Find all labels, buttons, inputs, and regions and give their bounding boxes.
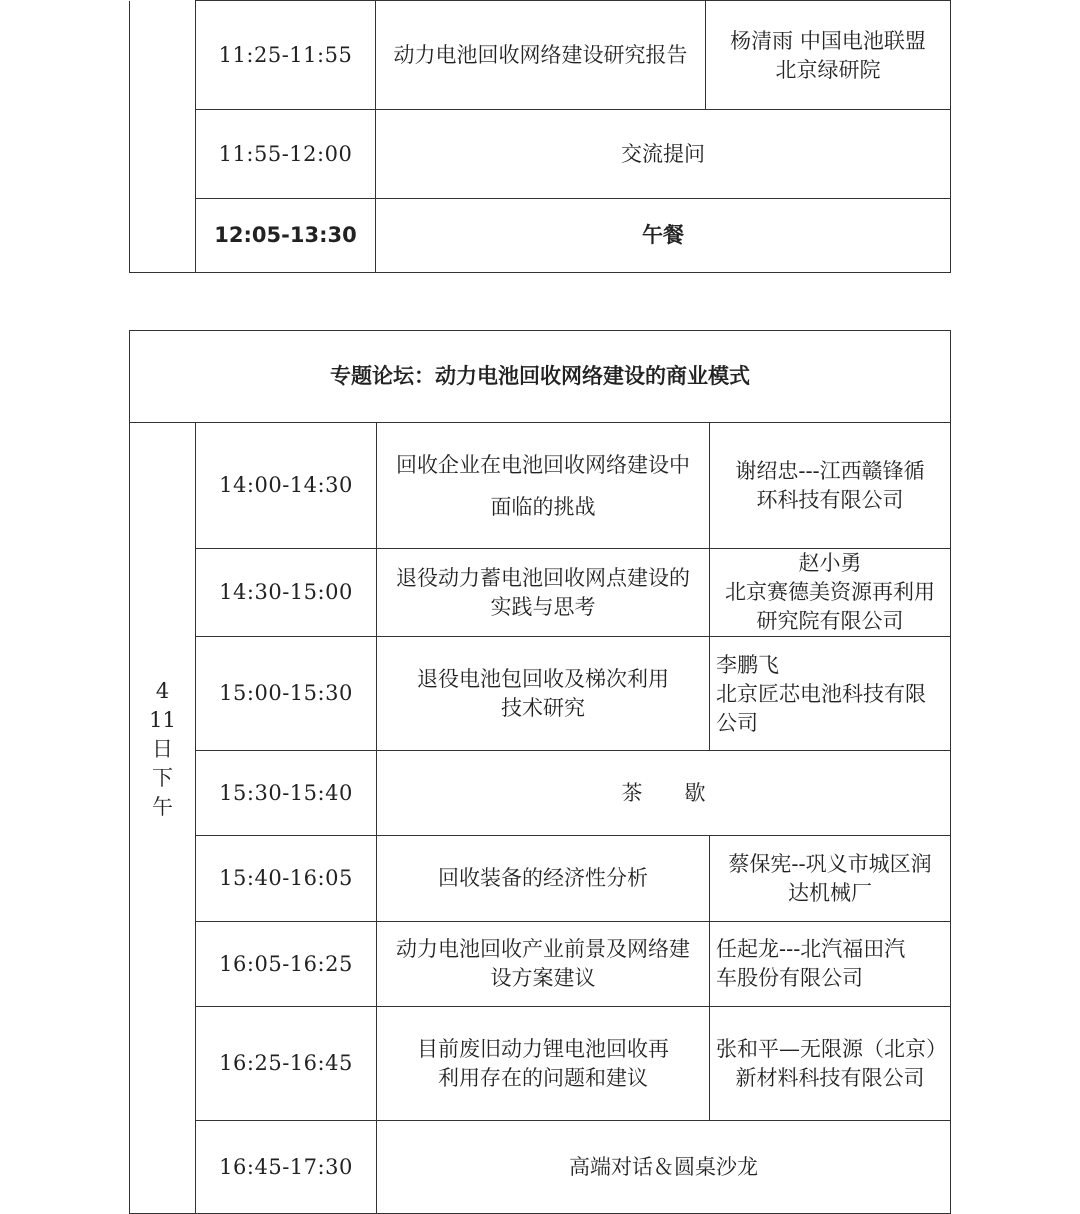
session-topic: 回收企业在电池回收网络建设中 面临的挑战	[377, 423, 710, 549]
session-time: 11:55-12:00	[196, 110, 376, 199]
table-row	[130, 1121, 951, 1214]
session-speaker: 谢绍忠---江西赣锋循 环科技有限公司	[710, 423, 951, 549]
forum-title: 专题论坛：动力电池回收网络建设的商业模式	[130, 331, 951, 423]
table-row	[130, 836, 951, 922]
lunch-time: 12:05-13:30	[196, 199, 376, 273]
session-speaker: 蔡保宪--巩义市城区润 达机械厂	[710, 836, 951, 922]
table-row	[130, 637, 951, 751]
forum-title-row	[130, 331, 951, 423]
round-table: 高端对话＆圆桌沙龙	[377, 1121, 951, 1214]
table-row	[130, 423, 951, 549]
session-time: 16:45-17:30	[196, 1121, 377, 1214]
day-label: 4 11 日 下 午	[130, 423, 196, 1214]
table-row	[130, 199, 951, 273]
session-topic: 动力电池回收网络建设研究报告	[376, 1, 706, 110]
session-time: 16:05-16:25	[196, 922, 377, 1007]
forum-schedule-table	[129, 330, 951, 1214]
lunch-label: 午餐	[376, 199, 951, 273]
session-time: 16:25-16:45	[196, 1007, 377, 1121]
session-speaker: 赵小勇 北京赛德美资源再利用 研究院有限公司	[710, 549, 951, 637]
session-speaker: 李鹏飞 北京匠芯电池科技有限 公司	[710, 637, 951, 751]
table-row	[130, 751, 951, 836]
session-time: 15:00-15:30	[196, 637, 377, 751]
session-speaker: 杨清雨 中国电池联盟 北京绿研院	[706, 1, 951, 110]
session-speaker: 张和平—无限源（北京） 新材料科技有限公司	[710, 1007, 951, 1121]
table-row	[130, 1, 951, 110]
morning-day-cell	[130, 1, 196, 273]
session-speaker: 任起龙---北汽福田汽 车股份有限公司	[710, 922, 951, 1007]
session-time: 15:40-16:05	[196, 836, 377, 922]
session-topic: 交流提问	[376, 110, 951, 199]
session-time: 11:25-11:55	[196, 1, 376, 110]
table-row	[130, 922, 951, 1007]
session-topic: 动力电池回收产业前景及网络建 设方案建议	[377, 922, 710, 1007]
tea-break: 茶 歇	[377, 751, 951, 836]
session-time: 15:30-15:40	[196, 751, 377, 836]
table-row	[130, 1007, 951, 1121]
session-topic: 退役动力蓄电池回收网点建设的 实践与思考	[377, 549, 710, 637]
table-row	[130, 549, 951, 637]
table-row	[130, 110, 951, 199]
morning-schedule-table	[129, 0, 951, 273]
session-time: 14:00-14:30	[196, 423, 377, 549]
session-topic: 退役电池包回收及梯次利用 技术研究	[377, 637, 710, 751]
session-time: 14:30-15:00	[196, 549, 377, 637]
session-topic: 目前废旧动力锂电池回收再 利用存在的问题和建议	[377, 1007, 710, 1121]
session-topic: 回收装备的经济性分析	[377, 836, 710, 922]
